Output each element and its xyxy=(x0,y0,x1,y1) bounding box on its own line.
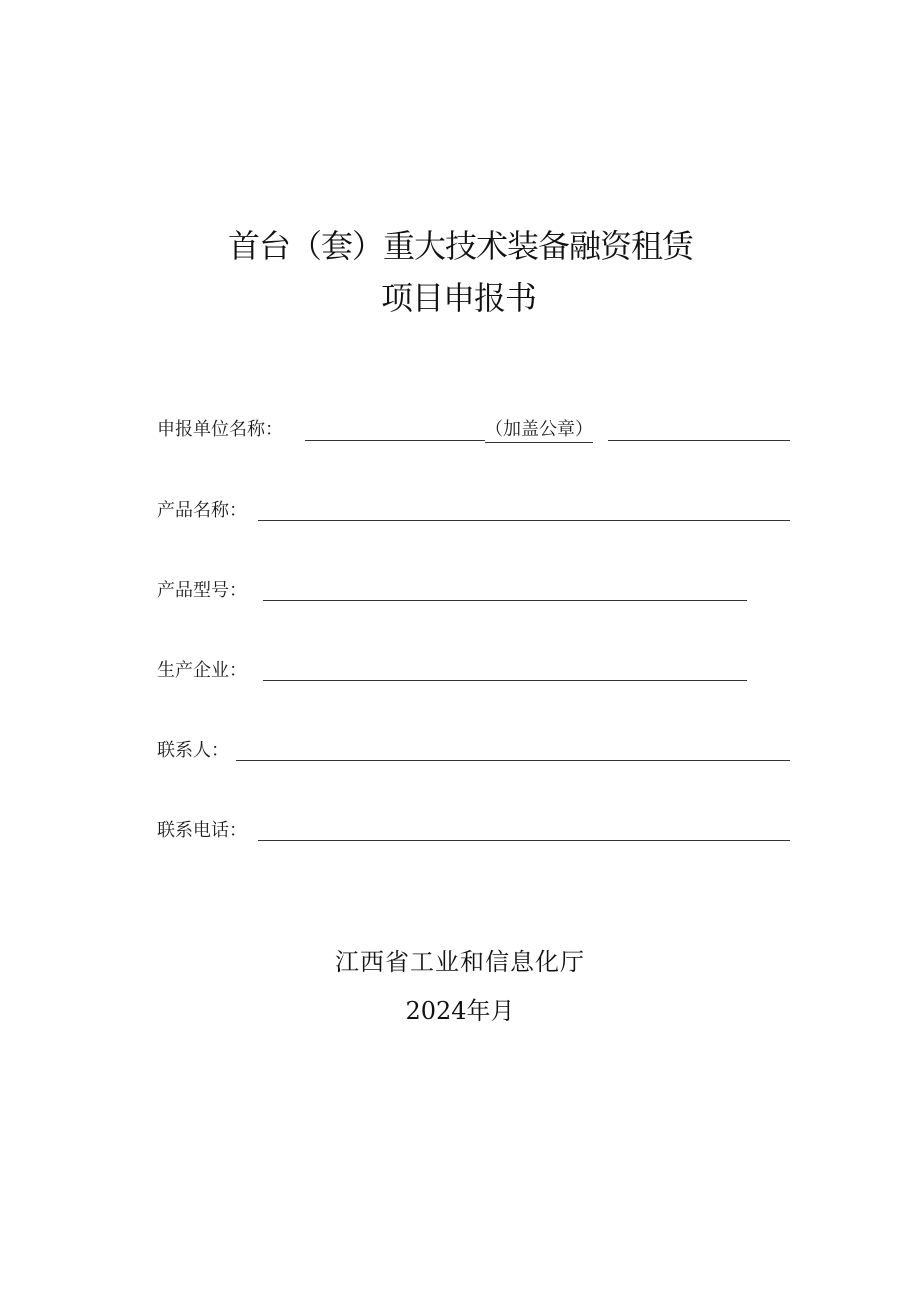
contact-phone-label: 联系电话： xyxy=(157,820,247,841)
product-model-line[interactable] xyxy=(263,600,747,601)
applicant-line-right[interactable] xyxy=(608,440,790,441)
issuing-organization: 江西省工业和信息化厅 xyxy=(335,948,585,976)
contact-person-label: 联系人： xyxy=(157,740,229,761)
issue-date: 2024年月 xyxy=(405,997,515,1025)
title-line-2: 项目申报书 xyxy=(381,279,537,317)
applicant-label: 申报单位名称： xyxy=(157,419,283,440)
manufacturer-line[interactable] xyxy=(263,680,747,681)
product-name-label: 产品名称： xyxy=(157,500,247,521)
contact-phone-line[interactable] xyxy=(258,840,790,841)
manufacturer-label: 生产企业： xyxy=(157,660,247,681)
product-name-line[interactable] xyxy=(258,520,790,521)
contact-person-line[interactable] xyxy=(236,760,790,761)
title-line-1: 首台（套）重大技术装备融资租赁 xyxy=(228,227,694,265)
applicant-line-left[interactable] xyxy=(305,440,485,441)
seal-note: （加盖公章） xyxy=(485,418,593,443)
product-model-label: 产品型号： xyxy=(157,580,247,601)
